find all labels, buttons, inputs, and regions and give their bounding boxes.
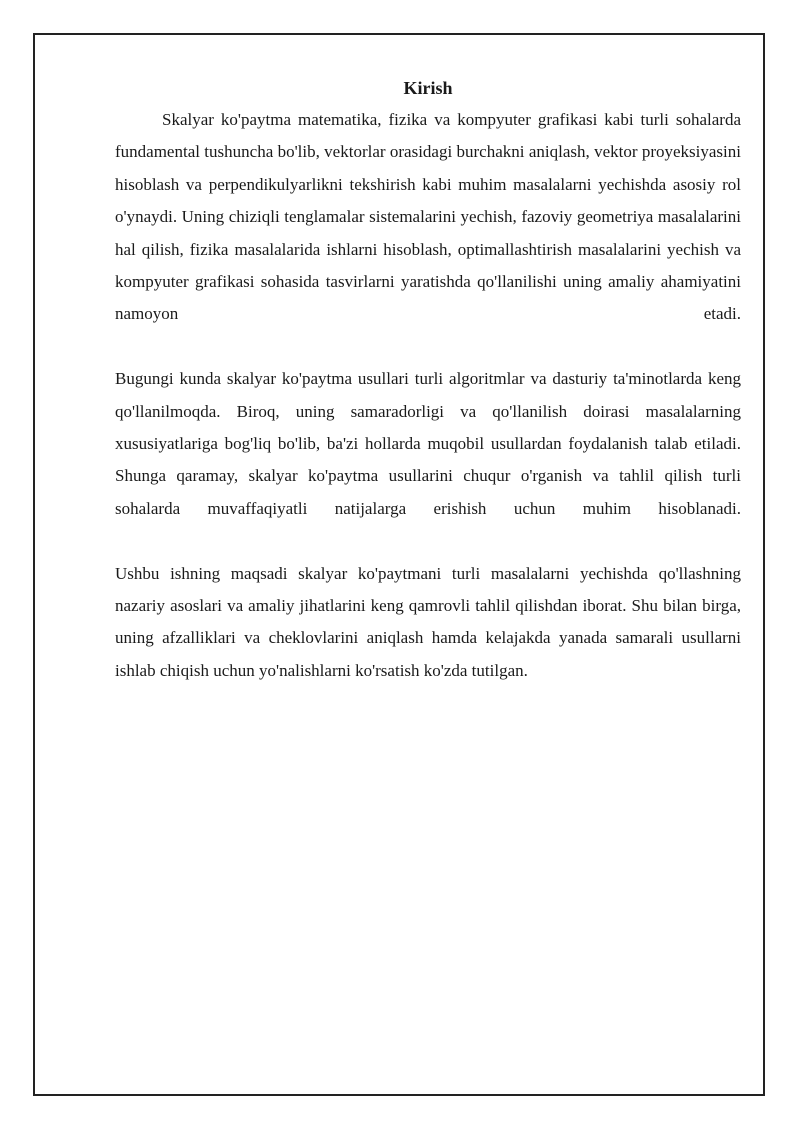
document-title: Kirish xyxy=(403,78,453,98)
paragraph-intro: Skalyar ko'paytma matematika, fizika va kompyuter grafikasi kabi turli sohalarda fundamental tushuncha bo'lib, vektorlar orasidagi burchakni aniqlash, vektor proyeksiyasini hisoblash va perpendikulyarlikni tekshirish kabi muhim masalalarni yechishda asosiy rol o'ynaydi. Uning chiziqli tenglamalar sistemalarini yechish, fazoviy geometriya masalalarini hal qilish, fizika masalalarida ishlarni hisoblash, optimallashtirish masalalarini yechish va kompyuter grafikasi sohasida tasvirlarni yaratishda qo'llanilishi uning amaliy ahamiyatini namoyon etadi. xyxy=(115,110,741,324)
paragraph-usage: Bugungi kunda skalyar ko'paytma usullari turli algoritmlar va dasturiy ta'minotlarda keng qo'llanilmoqda. Biroq, uning samaradorligi va qo'llanilish doirasi masalalarning xususiyatlariga bog'liq bo'lib, ba'zi hollarda muqobil usullardan foydalanish talab etiladi. Shunga qaramay, skalyar ko'paytma usullarini chuqur o'rganish va tahlil qilish turli sohalarda muvaffaqiyatli natijalarga erishish uchun muhim hisoblanadi. xyxy=(115,369,741,518)
paragraph-goal: Ushbu ishning maqsadi skalyar ko'paytmani turli masalalarni yechishda qo'llashning nazariy asoslari va amaliy jihatlarini keng qamrovli tahlil qilishdan iborat. Shu bilan birga, uning afzalliklari va cheklovlarini aniqlash hamda kelajakda yanada samarali usullarni ishlab chiqish uchun yo'nalishlarni ko'rsatish ko'zda tutilgan. xyxy=(115,563,741,680)
document-body xyxy=(115,74,741,687)
